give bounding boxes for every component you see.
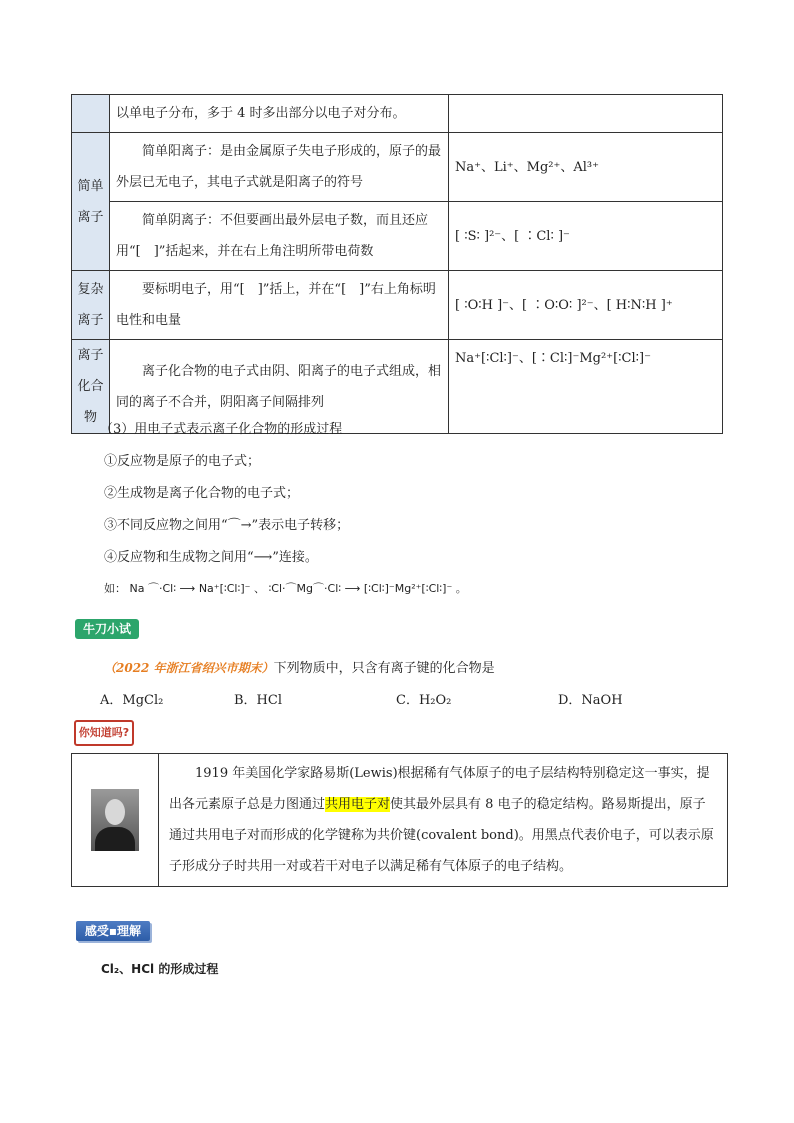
description-cell: 简单阴离子：不但要画出最外层电子数，而且还应用“[ ]”括起来，并在右上角注明所带电荷数 [110,202,449,271]
table-row [72,271,723,340]
list-item: ①反应物是原子的电子式； [104,454,261,469]
example-cell: [ ∶S∶ ]²⁻、[ ∶Cl∶ ]⁻ [449,202,723,271]
list-item: ④反应物和生成物之间用“⟶”连接。 [104,550,318,565]
quiz-source: （2022 年浙江省绍兴市期末） [104,661,274,675]
category-label: 离子 [77,348,104,363]
section-heading: （3）用电子式表示离子化合物的形成过程 [100,422,343,437]
understand-subtitle: Cl₂、HCl 的形成过程 [101,962,219,976]
table-row [72,202,723,271]
portrait-cell [72,754,159,887]
highlighted-term: 共用电子对 [325,797,391,812]
category-cell [72,133,110,271]
quiz-question-text: 下列物质中，只含有离子键的化合物是 [273,661,495,676]
table-row [72,95,723,133]
did-you-know-text [159,754,728,887]
electron-formula-table [71,94,723,434]
quiz-badge: 牛刀小试 [75,619,139,639]
category-label: 物 [83,410,97,425]
category-label: 离子 [77,313,104,328]
description-cell: 要标明电子，用“[ ]”括上，并在“[ ]”右上角标明电性和电量 [110,271,449,340]
category-label: 简单 [77,178,104,194]
description-cell: 以单电子分布，多于 4 时多出部分以电子对分布。 [110,95,449,133]
description-cell: 简单阳离子：是由金属原子失电子形成的，原子的最外层已无电子，其电子式就是阳离子的符号 [110,133,449,202]
category-cell [72,271,110,340]
category-label: 离子 [77,209,104,225]
portrait-face [105,799,125,825]
list-item: ②生成物是离子化合物的电子式； [104,486,300,501]
understand-badge: 感受▪理解 [76,921,150,941]
example-cell: [ ∶O∶H ]⁻、[ ∶O∶O∶ ]²⁻、[ H∶N∶H ]⁺ [449,271,723,340]
table-row [72,133,723,202]
lewis-portrait-image [91,789,139,851]
did-you-know-text-before: 1919 年美国化学家路易斯(Lewis)根据稀有气体原子的电子层结构特别稳定这一事实，提出各元素原子总是力图通过 [169,766,710,812]
example-cell: Na⁺[∶Cl∶]⁻、[∶Cl∶]⁻Mg²⁺[∶Cl∶]⁻ [449,340,723,434]
example-cell: Na⁺、Li⁺、Mg²⁺、Al³⁺ [449,133,723,202]
category-label: 化合 [77,379,104,394]
choice-b[interactable]: B．HCl [234,693,282,708]
example-cell [449,95,723,133]
choice-a[interactable]: A．MgCl₂ [100,693,164,708]
category-cell [72,95,110,133]
quiz-question [104,657,495,676]
choice-c[interactable]: C．H₂O₂ [396,693,452,708]
description-cell: 离子化合物的电子式由阴、阳离子的电子式组成，相同的离子不合并，阴阳离子间隔排列 [110,340,449,434]
portrait-coat [95,827,135,851]
did-you-know-box [71,753,728,887]
choice-d[interactable]: D．NaOH [558,693,623,708]
list-item: ③不同反应物之间用“⌒→”表示电子转移； [104,518,350,533]
category-label: 复杂 [77,282,104,297]
formation-example: 如： Na ⌒·Cl∶ ⟶ Na⁺[∶Cl∶]⁻ 、 ∶Cl·⌒Mg⌒·Cl∶ ⟶ [∶Cl∶]⁻Mg²⁺[∶Cl∶]⁻ 。 [104,582,467,595]
did-you-know-text-after: 使其最外层具有 8 电子的稳定结构。路易斯提出，原子通过共用电子对而形成的化学键称为共价键(covalent bond)。用黑点代表价电子，可以表示原子形成分子时共用一对或若干对电子以满足稀有气体原子的电子结构。 [169,797,714,874]
did-you-know-badge: 你知道吗? [74,720,134,746]
